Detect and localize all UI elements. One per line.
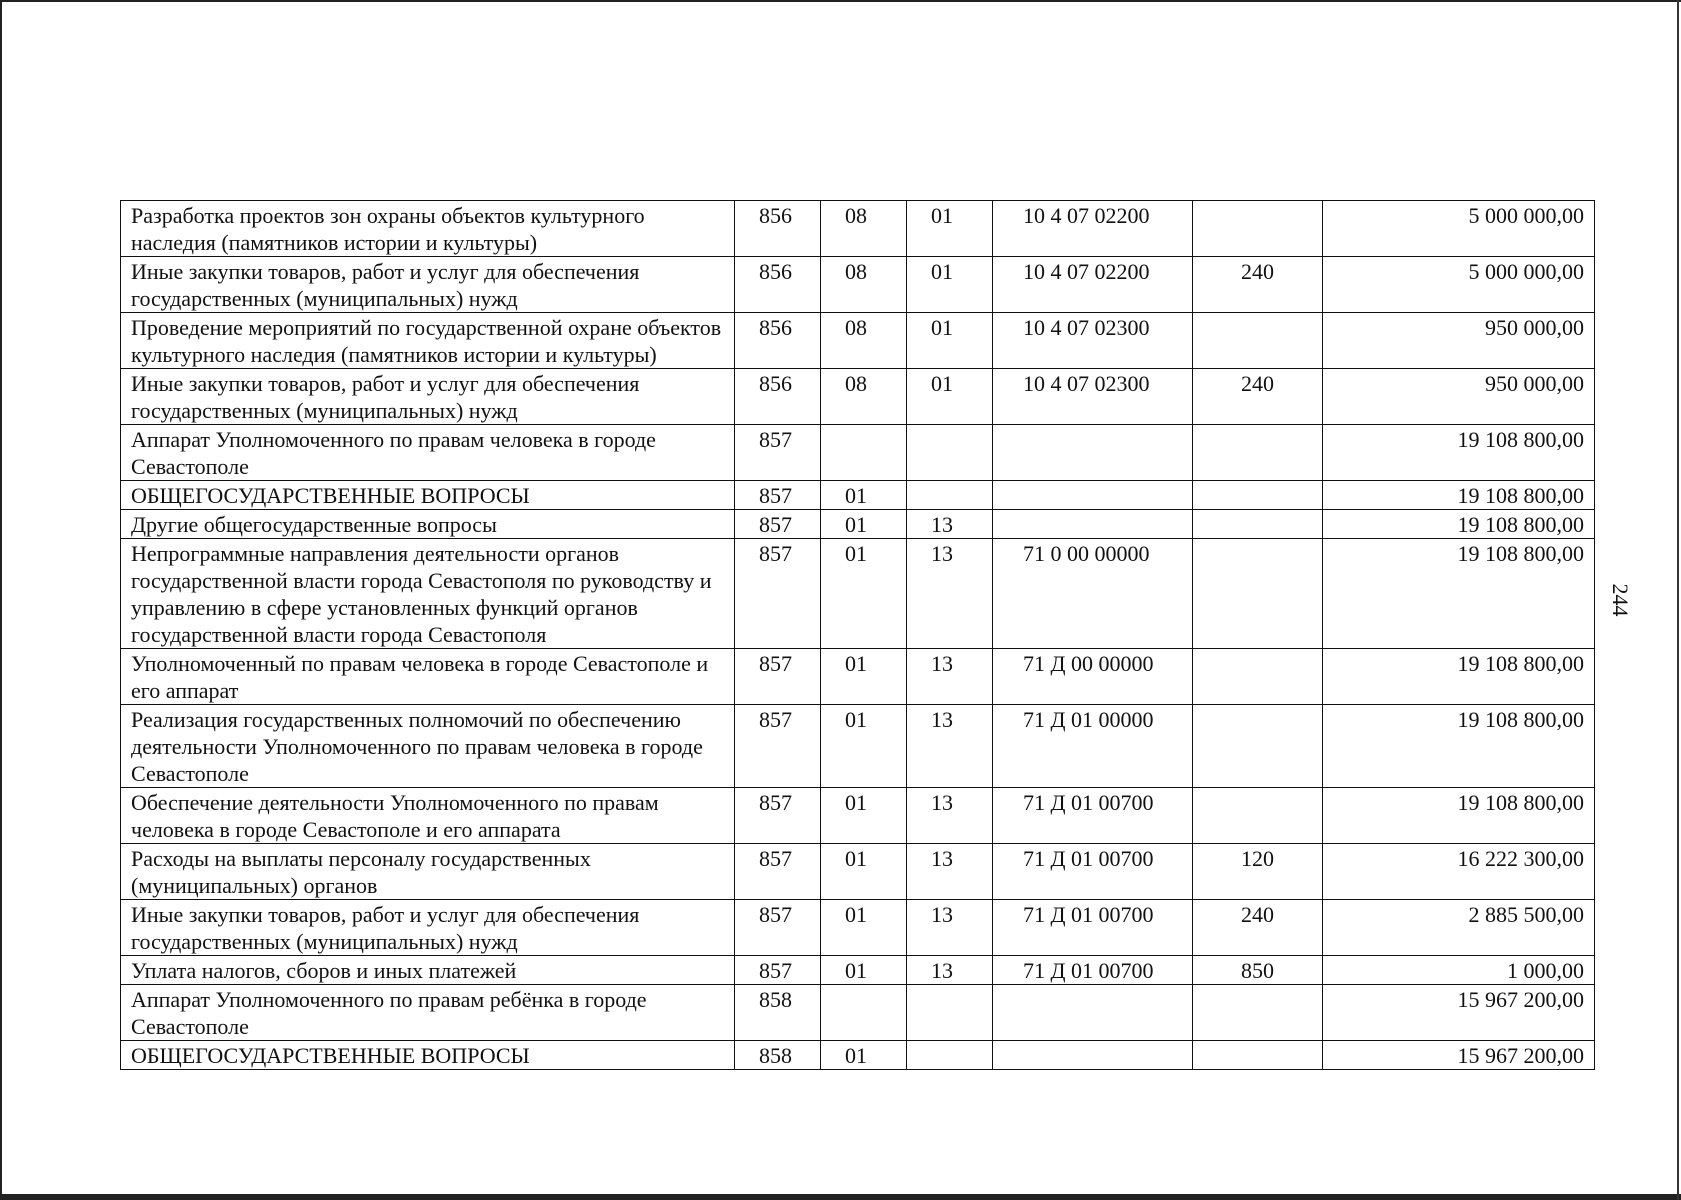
row-amount-cell: 19 108 800,00 bbox=[1323, 539, 1595, 649]
row-grbs-cell: 856 bbox=[735, 201, 821, 257]
row-target-article-cell: 71 Д 00 00000 bbox=[993, 649, 1193, 705]
row-expense-type-cell bbox=[1193, 201, 1323, 257]
table-row bbox=[121, 844, 1595, 900]
row-subsection-cell: 13 bbox=[907, 788, 993, 844]
scan-border-right bbox=[1677, 0, 1679, 1200]
row-name-cell: Непрограммные направления деятельности органов государственной власти города Севастополя по руководству и управлению в сфере установленных функций органов государственной власти города Севастополя bbox=[121, 539, 735, 649]
row-expense-type-cell: 240 bbox=[1193, 257, 1323, 313]
scan-border-left bbox=[0, 0, 2, 1200]
table-row bbox=[121, 369, 1595, 425]
table-row bbox=[121, 425, 1595, 481]
row-expense-type-cell bbox=[1193, 510, 1323, 539]
row-amount-cell: 15 967 200,00 bbox=[1323, 985, 1595, 1041]
row-expense-type-cell bbox=[1193, 649, 1323, 705]
table-row bbox=[121, 956, 1595, 985]
row-amount-cell: 1 000,00 bbox=[1323, 956, 1595, 985]
row-expense-type-cell bbox=[1193, 985, 1323, 1041]
row-subsection-cell: 13 bbox=[907, 844, 993, 900]
row-amount-cell: 950 000,00 bbox=[1323, 369, 1595, 425]
row-target-article-cell bbox=[993, 481, 1193, 510]
table-row bbox=[121, 705, 1595, 788]
row-subsection-cell bbox=[907, 1041, 993, 1070]
row-subsection-cell bbox=[907, 425, 993, 481]
row-subsection-cell bbox=[907, 481, 993, 510]
budget-table bbox=[120, 200, 1595, 1070]
row-name-cell: Аппарат Уполномоченного по правам человека в городе Севастополе bbox=[121, 425, 735, 481]
row-section-cell: 01 bbox=[821, 956, 907, 985]
row-subsection-cell: 13 bbox=[907, 649, 993, 705]
row-grbs-cell: 857 bbox=[735, 788, 821, 844]
row-grbs-cell: 857 bbox=[735, 649, 821, 705]
row-section-cell: 08 bbox=[821, 313, 907, 369]
row-section-cell bbox=[821, 985, 907, 1041]
row-expense-type-cell bbox=[1193, 539, 1323, 649]
row-amount-cell: 19 108 800,00 bbox=[1323, 705, 1595, 788]
row-subsection-cell: 13 bbox=[907, 510, 993, 539]
row-target-article-cell bbox=[993, 510, 1193, 539]
row-amount-cell: 15 967 200,00 bbox=[1323, 1041, 1595, 1070]
row-expense-type-cell: 120 bbox=[1193, 844, 1323, 900]
row-amount-cell: 19 108 800,00 bbox=[1323, 788, 1595, 844]
row-expense-type-cell bbox=[1193, 425, 1323, 481]
row-target-article-cell: 10 4 07 02200 bbox=[993, 257, 1193, 313]
row-name-cell: Обеспечение деятельности Уполномоченного по правам человека в городе Севастополе и его аппарата bbox=[121, 788, 735, 844]
row-section-cell: 01 bbox=[821, 1041, 907, 1070]
row-section-cell: 08 bbox=[821, 201, 907, 257]
row-name-cell: Другие общегосударственные вопросы bbox=[121, 510, 735, 539]
row-target-article-cell: 71 Д 01 00700 bbox=[993, 788, 1193, 844]
row-name-cell: Аппарат Уполномоченного по правам ребёнка в городе Севастополе bbox=[121, 985, 735, 1041]
row-subsection-cell: 13 bbox=[907, 956, 993, 985]
row-amount-cell: 2 885 500,00 bbox=[1323, 900, 1595, 956]
row-expense-type-cell bbox=[1193, 313, 1323, 369]
table-row bbox=[121, 539, 1595, 649]
row-subsection-cell: 13 bbox=[907, 539, 993, 649]
table-row bbox=[121, 788, 1595, 844]
row-subsection-cell: 01 bbox=[907, 257, 993, 313]
row-amount-cell: 5 000 000,00 bbox=[1323, 257, 1595, 313]
row-target-article-cell bbox=[993, 425, 1193, 481]
row-target-article-cell: 10 4 07 02300 bbox=[993, 313, 1193, 369]
row-grbs-cell: 858 bbox=[735, 1041, 821, 1070]
scan-border-top bbox=[0, 0, 1681, 2]
row-expense-type-cell bbox=[1193, 481, 1323, 510]
row-subsection-cell: 13 bbox=[907, 705, 993, 788]
row-name-cell: Разработка проектов зон охраны объектов культурного наследия (памятников истории и культуры) bbox=[121, 201, 735, 257]
row-grbs-cell: 857 bbox=[735, 539, 821, 649]
row-grbs-cell: 857 bbox=[735, 900, 821, 956]
table-row bbox=[121, 900, 1595, 956]
row-subsection-cell: 01 bbox=[907, 201, 993, 257]
row-grbs-cell: 858 bbox=[735, 985, 821, 1041]
row-amount-cell: 19 108 800,00 bbox=[1323, 425, 1595, 481]
row-subsection-cell: 01 bbox=[907, 313, 993, 369]
row-target-article-cell: 71 Д 01 00700 bbox=[993, 956, 1193, 985]
row-expense-type-cell: 240 bbox=[1193, 369, 1323, 425]
scan-border-bottom bbox=[0, 1194, 1681, 1200]
table-row bbox=[121, 510, 1595, 539]
row-section-cell: 01 bbox=[821, 539, 907, 649]
row-subsection-cell: 01 bbox=[907, 369, 993, 425]
row-section-cell: 01 bbox=[821, 844, 907, 900]
row-target-article-cell: 71 Д 01 00700 bbox=[993, 844, 1193, 900]
table-body bbox=[121, 201, 1595, 1070]
row-grbs-cell: 857 bbox=[735, 510, 821, 539]
row-name-cell: Уплата налогов, сборов и иных платежей bbox=[121, 956, 735, 985]
row-grbs-cell: 856 bbox=[735, 257, 821, 313]
table-row bbox=[121, 649, 1595, 705]
row-grbs-cell: 857 bbox=[735, 481, 821, 510]
row-name-cell: Реализация государственных полномочий по обеспечению деятельности Уполномоченного по правам человека в городе Севастополе bbox=[121, 705, 735, 788]
row-grbs-cell: 857 bbox=[735, 956, 821, 985]
row-grbs-cell: 857 bbox=[735, 705, 821, 788]
table-row bbox=[121, 481, 1595, 510]
row-name-cell: Иные закупки товаров, работ и услуг для обеспечения государственных (муниципальных) нужд bbox=[121, 900, 735, 956]
table-row bbox=[121, 313, 1595, 369]
row-name-cell: ОБЩЕГОСУДАРСТВЕННЫЕ ВОПРОСЫ bbox=[121, 481, 735, 510]
row-expense-type-cell bbox=[1193, 1041, 1323, 1070]
row-target-article-cell: 10 4 07 02300 bbox=[993, 369, 1193, 425]
row-target-article-cell: 10 4 07 02200 bbox=[993, 201, 1193, 257]
row-amount-cell: 19 108 800,00 bbox=[1323, 649, 1595, 705]
row-amount-cell: 19 108 800,00 bbox=[1323, 510, 1595, 539]
table-row bbox=[121, 1041, 1595, 1070]
row-section-cell: 01 bbox=[821, 510, 907, 539]
row-target-article-cell: 71 Д 01 00000 bbox=[993, 705, 1193, 788]
row-section-cell: 08 bbox=[821, 369, 907, 425]
row-subsection-cell: 13 bbox=[907, 900, 993, 956]
row-amount-cell: 950 000,00 bbox=[1323, 313, 1595, 369]
row-amount-cell: 5 000 000,00 bbox=[1323, 201, 1595, 257]
row-grbs-cell: 857 bbox=[735, 844, 821, 900]
row-name-cell: Уполномоченный по правам человека в городе Севастополе и его аппарат bbox=[121, 649, 735, 705]
row-name-cell: Расходы на выплаты персоналу государственных (муниципальных) органов bbox=[121, 844, 735, 900]
row-section-cell: 01 bbox=[821, 705, 907, 788]
table-row bbox=[121, 201, 1595, 257]
table-row bbox=[121, 985, 1595, 1041]
table-row bbox=[121, 257, 1595, 313]
row-target-article-cell: 71 0 00 00000 bbox=[993, 539, 1193, 649]
row-section-cell bbox=[821, 425, 907, 481]
row-expense-type-cell: 240 bbox=[1193, 900, 1323, 956]
row-section-cell: 01 bbox=[821, 649, 907, 705]
row-section-cell: 01 bbox=[821, 900, 907, 956]
row-grbs-cell: 856 bbox=[735, 313, 821, 369]
row-subsection-cell bbox=[907, 985, 993, 1041]
page-number: 244 bbox=[1608, 583, 1633, 617]
row-name-cell: Иные закупки товаров, работ и услуг для обеспечения государственных (муниципальных) нужд bbox=[121, 257, 735, 313]
row-target-article-cell bbox=[993, 1041, 1193, 1070]
row-target-article-cell bbox=[993, 985, 1193, 1041]
row-target-article-cell: 71 Д 01 00700 bbox=[993, 900, 1193, 956]
row-expense-type-cell bbox=[1193, 788, 1323, 844]
row-name-cell: ОБЩЕГОСУДАРСТВЕННЫЕ ВОПРОСЫ bbox=[121, 1041, 735, 1070]
row-expense-type-cell: 850 bbox=[1193, 956, 1323, 985]
row-amount-cell: 19 108 800,00 bbox=[1323, 481, 1595, 510]
row-name-cell: Проведение мероприятий по государственной охране объектов культурного наследия (памятников истории и культуры) bbox=[121, 313, 735, 369]
row-grbs-cell: 856 bbox=[735, 369, 821, 425]
row-amount-cell: 16 222 300,00 bbox=[1323, 844, 1595, 900]
row-section-cell: 08 bbox=[821, 257, 907, 313]
row-expense-type-cell bbox=[1193, 705, 1323, 788]
row-section-cell: 01 bbox=[821, 788, 907, 844]
row-grbs-cell: 857 bbox=[735, 425, 821, 481]
row-section-cell: 01 bbox=[821, 481, 907, 510]
row-name-cell: Иные закупки товаров, работ и услуг для обеспечения государственных (муниципальных) нужд bbox=[121, 369, 735, 425]
